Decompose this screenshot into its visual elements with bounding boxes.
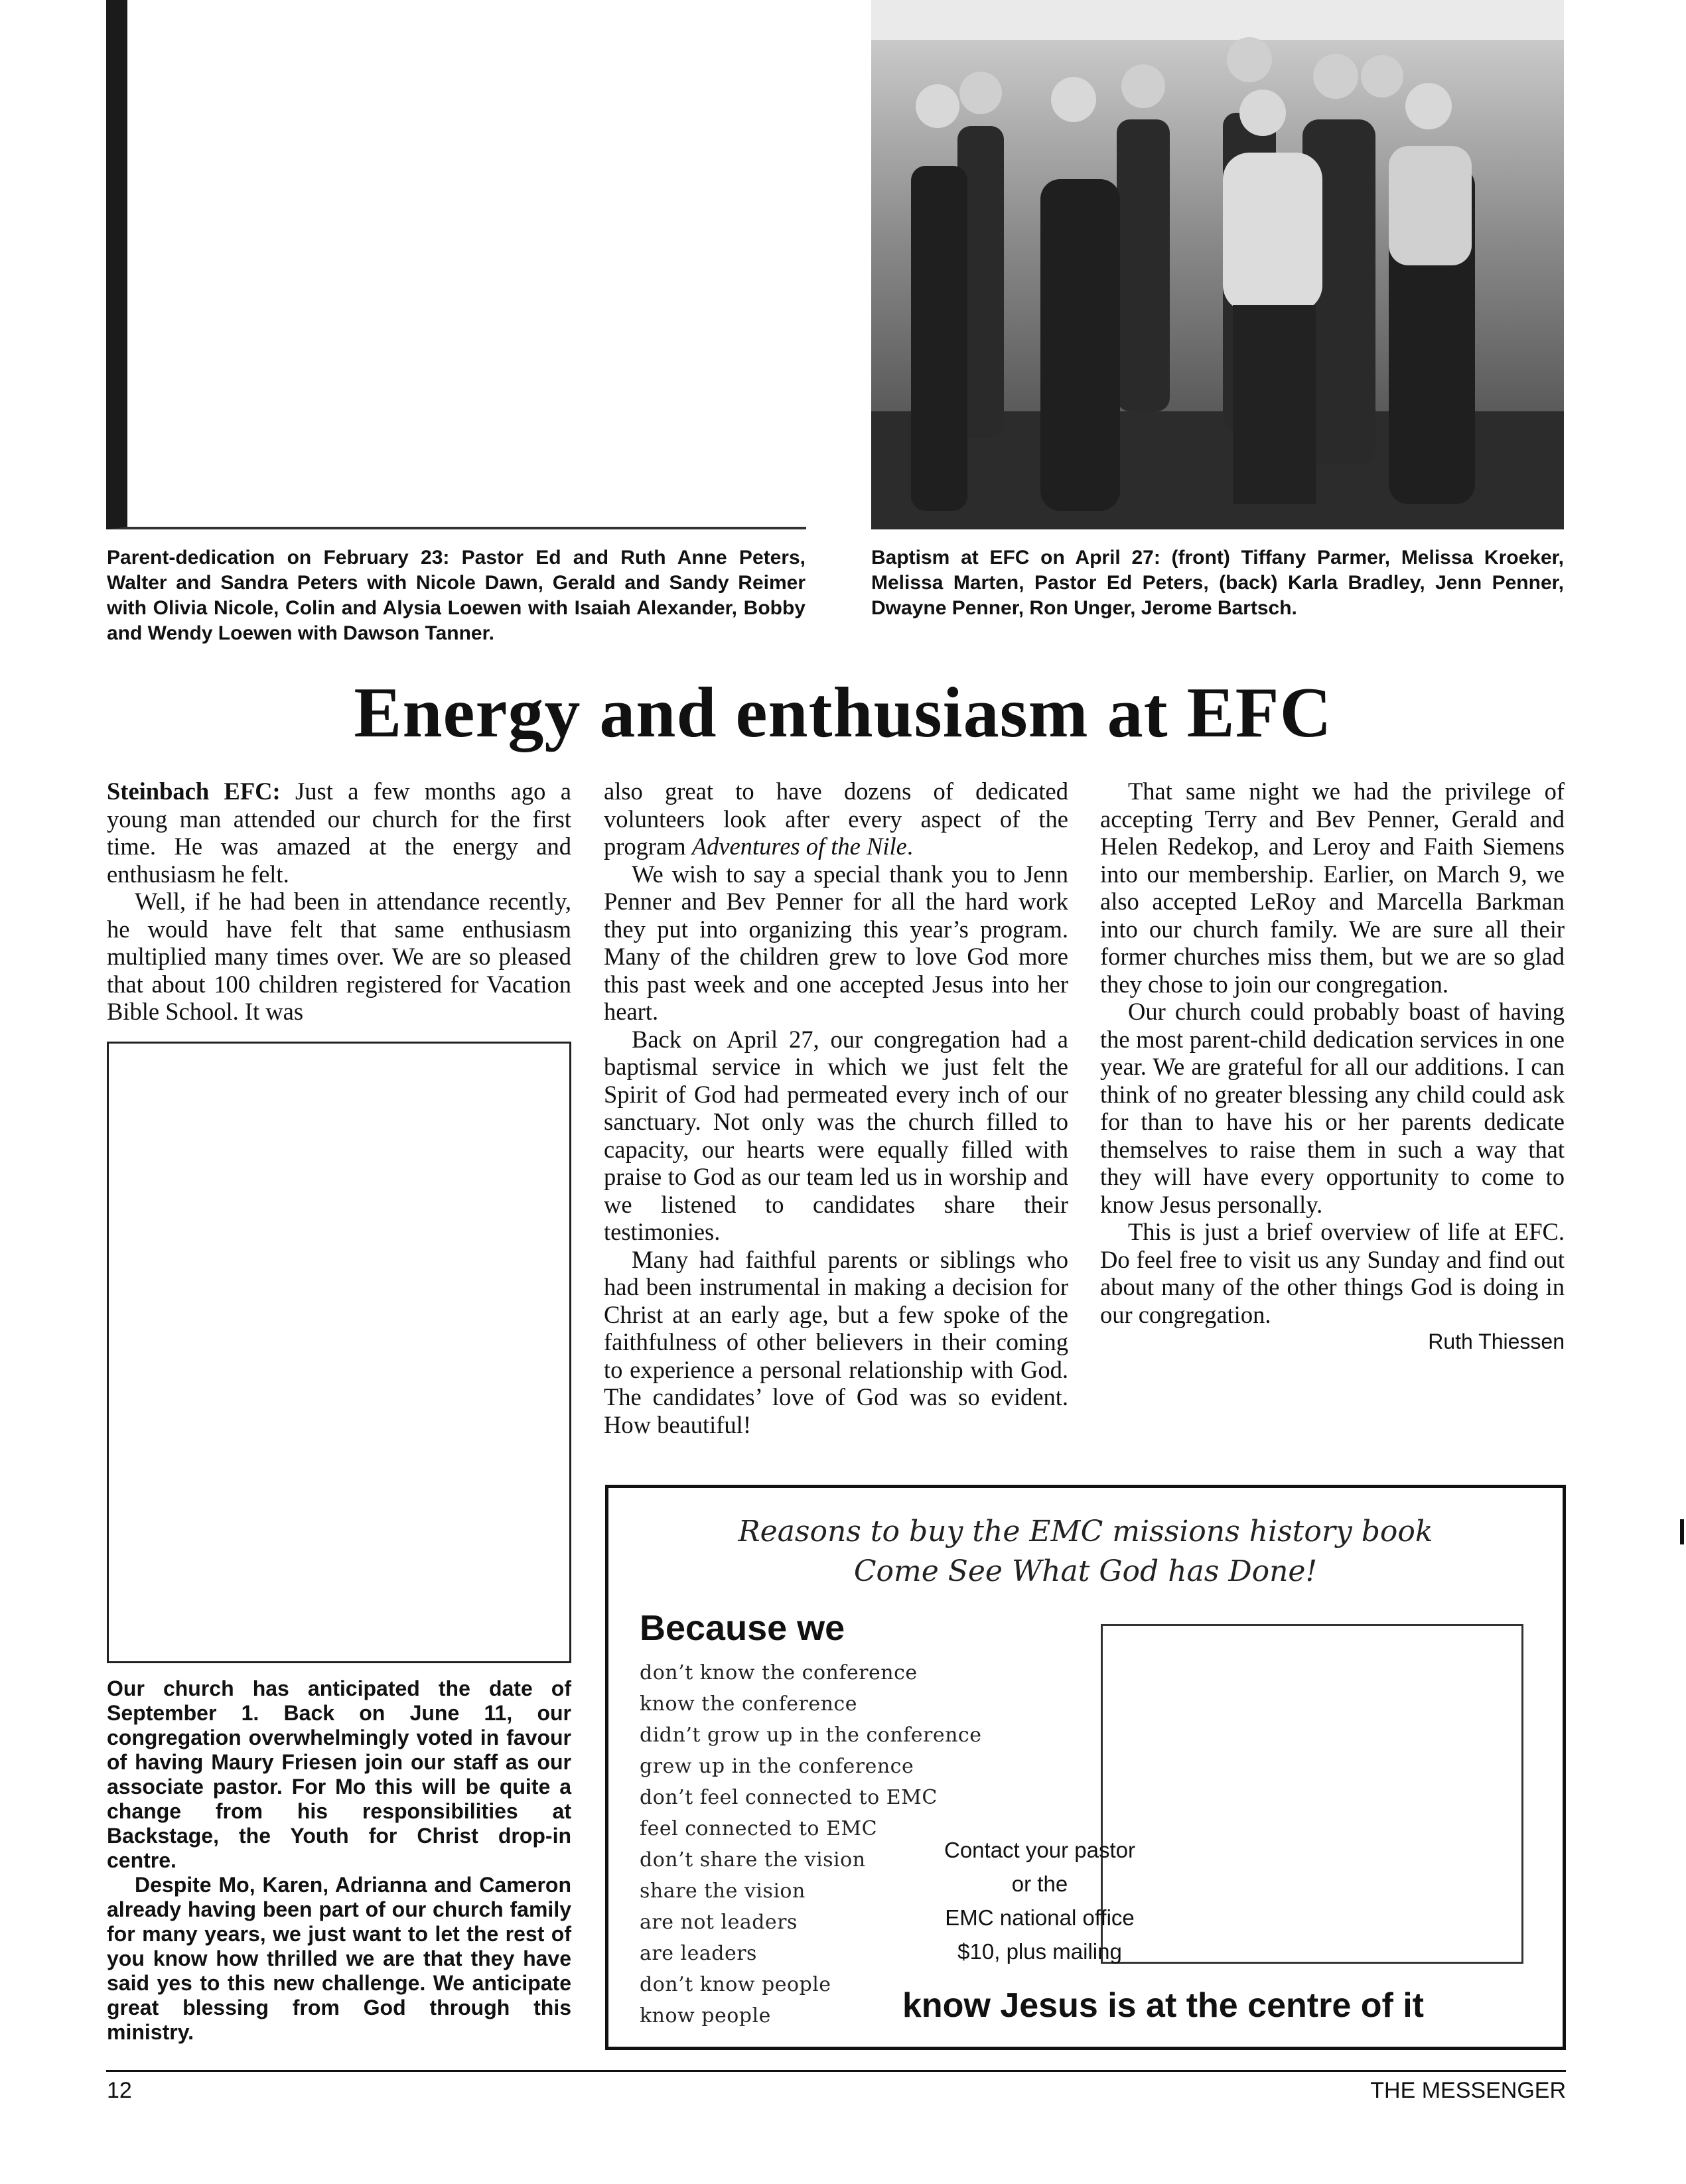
article-paragraph: Our church could probably boast of having the most parent-child dedication services in one year. We are grateful for all our additions. I can think of no greater blessing any child could ask for than to have his or her parents dedicate themselves to raise them in such a way that they will have every opportunity to come to know Jesus personally. [1100,998,1565,1218]
reason-item: are not leaders [640,1911,798,1934]
article-paragraph: Just a few months ago a young man attended our church for the first time. He was amazed at the energy and enthusiasm he felt. [107,778,571,888]
contact-line: Contact your pastor [944,1838,1135,1862]
reason-item: grew up in the conference [640,1755,914,1778]
reason-item: didn’t grow up in the conference [640,1724,982,1747]
article-paragraph: That same night we had the privilege of accepting Terry and Bev Penner, Gerald and Helen Redekop, and Leroy and Faith Siemens into our membership. Earlier, on March 9, we also accepted LeRoy and Marcella Barkman into our church family. We are sure all their former churches miss them, but we are so glad they chose to join our congregation. [1100,778,1565,998]
associate-pastor-announcement [107,1676,571,2045]
announcement-paragraph: Our church has anticipated the date of September 1. Back on June 11, our congregation overwhelmingly voted in favour of having Maury Friesen join our staff as our associate pastor. For Mo this will be quite a change from his responsibilities at Backstage, the Youth for Christ drop-in centre. [107,1676,571,1872]
reason-item: don’t share the vision [640,1848,866,1872]
contact-line: EMC national office [945,1905,1135,1930]
reason-item: feel connected to EMC [640,1817,878,1840]
article-column-2 [604,778,1068,1438]
ad-title: Reasons to buy the EMC missions history book [738,1515,1433,1548]
contact-info [887,1833,1192,1968]
contact-line: or the [1011,1872,1068,1896]
article-paragraph: Back on April 27, our congregation had a baptismal service in which we just felt the Spirit of God had permeated every inch of our sanctuary. Not only was the church filled to capacity, our hearts were equally filled with praise to God as our team led us in worship and we listened to candidates share their testimonies. [604,1025,1068,1245]
article-headline: Energy and enthusiasm at EFC [354,673,1332,752]
program-title: Adventures of the Nile [691,833,907,860]
article-column-1 [107,778,571,1026]
price: $10, plus mailing [957,1939,1122,1964]
parent-dedication-photo [106,0,806,529]
article-paragraph: Many had faithful parents or siblings who had been instrumental in making a decision for Christ at an early age, but a few spoke of the faithfulness of other believers in their coming to experience a personal relationship with God. The candidates’ love of God was so evident. How beautiful! [604,1245,1068,1438]
article-column-3 [1100,778,1565,1356]
reason-item: don’t know the conference [640,1661,918,1684]
reason-item: share the vision [640,1879,806,1903]
associate-pastor-photo [107,1042,571,1663]
ad-subtitle: Come See What God has Done! [853,1554,1318,1588]
byline: Ruth Thiessen [1428,1330,1565,1353]
article-text: . [906,833,913,860]
publication-name: THE MESSENGER [1370,2078,1566,2103]
baptism-caption: Baptism at EFC on April 27: (front) Tiffany Parmer, Melissa Kroeker, Melissa Marten, Pastor Ed Peters, (back) Karla Bradley, Jenn Penner, Dwayne Penner, Ron Unger, Jerome Bartsch. [871,547,1564,619]
parent-dedication-caption: Parent-dedication on February 23: Pastor Ed and Ruth Anne Peters, Walter and Sandra Peters with Nicole Dawn, Gerald and Sandy Reimer with Olivia Nicole, Colin and Alysia Loewen with Isaiah Alexander, Bobby and Wendy Loewen with Dawson Tanner. [107,547,806,644]
page-number: 12 [107,2078,132,2103]
book-advertisement [605,1485,1566,2050]
page-edge-mark [1680,1519,1684,1544]
baptism-group-photo [871,0,1564,529]
reason-item: know the conference [640,1692,857,1716]
reason-item: don’t feel connected to EMC [640,1786,938,1809]
ad-tagline: know Jesus is at the centre of it [902,1986,1424,2025]
ad-because-heading: Because we [640,1608,845,1648]
article-paragraph: This is just a brief overview of life at EFC. Do feel free to visit us any Sunday and find out about many of the other things God is doing in our congregation. [1100,1218,1565,1328]
article-lead: Steinbach EFC: [107,778,281,805]
reason-item: know people [640,2004,771,2027]
footer-rule [106,2070,1566,2072]
reason-item: are leaders [640,1942,757,1965]
article-text: also great to have dozens of dedicated volunteers look after every aspect of the program [604,778,1068,860]
reason-item: don’t know people [640,1973,831,1996]
announcement-paragraph: Despite Mo, Karen, Adrianna and Cameron already having been part of our church family for many years, we just want to let the rest of you know how thrilled we are that they have said yes to this new challenge. We anticipate great blessing from God through this ministry. [107,1873,571,2044]
article-paragraph: We wish to say a special thank you to Jenn Penner and Bev Penner for all the hard work they put into organizing this year’s program. Many of the children grew to love God more this past week and one accepted Jesus into her heart. [604,860,1068,1025]
article-paragraph: Well, if he had been in attendance recently, he would have felt that same enthusiasm multiplied many times over. We are so pleased that about 100 children registered for Vacation Bible School. It was [107,888,571,1025]
